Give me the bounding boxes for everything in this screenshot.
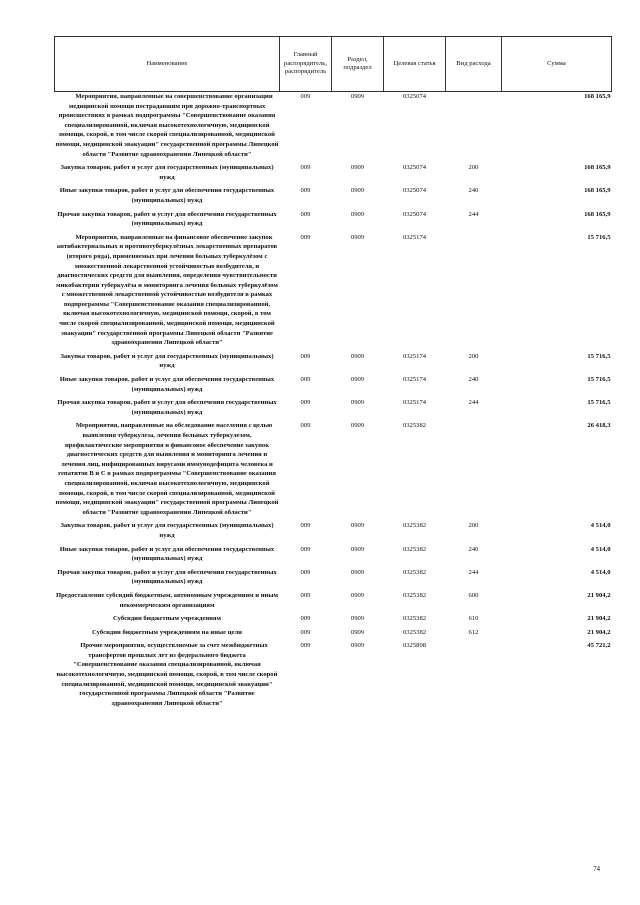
table-body bbox=[55, 92, 612, 713]
row-target-code: 0325382 bbox=[402, 422, 427, 430]
row-name: Прочая закупка товаров, работ и услуг для обеспечения государственных (муниципальных) нужд bbox=[57, 399, 277, 416]
row-manager-code: 009 bbox=[300, 628, 311, 636]
row-amount: 15 716,5 bbox=[587, 233, 611, 241]
table-row bbox=[55, 614, 612, 624]
row-spacer-cell bbox=[55, 708, 612, 712]
row-target-code: 0325074 bbox=[402, 187, 427, 195]
row-amount: 168 165,9 bbox=[584, 164, 611, 172]
budget-table bbox=[54, 36, 612, 712]
row-target-code: 0325074 bbox=[402, 93, 427, 100]
row-target-code: 0325898 bbox=[402, 642, 427, 650]
row-manager-code: 009 bbox=[300, 93, 311, 100]
row-target-code: 0325382 bbox=[402, 568, 427, 576]
row-section-code: 0909 bbox=[350, 568, 365, 576]
row-name: Закупка товаров, работ и услуг для государственных (муниципальных) нужд bbox=[60, 352, 274, 370]
row-expense-type: 200 bbox=[468, 522, 479, 530]
row-section-code: 0909 bbox=[350, 399, 365, 407]
row-manager-code: 009 bbox=[300, 233, 311, 241]
row-section-code: 0909 bbox=[350, 187, 365, 195]
row-name: Прочая закупка товаров, работ и услуг для обеспечения государственных (муниципальных) нужд bbox=[57, 568, 277, 586]
row-manager-code: 009 bbox=[300, 568, 311, 576]
table-row bbox=[55, 352, 612, 371]
row-amount: 21 904,2 bbox=[587, 591, 611, 599]
row-name: Иные закупки товаров, работ и услуг для обеспечения государственных (муниципальных) нужд bbox=[59, 545, 275, 563]
row-amount: 4 514,0 bbox=[590, 545, 611, 553]
row-section-code: 0909 bbox=[350, 164, 365, 172]
row-amount: 21 904,2 bbox=[587, 628, 611, 636]
row-section-code: 0909 bbox=[350, 642, 365, 650]
row-target-code: 0325074 bbox=[402, 210, 427, 218]
row-amount: 26 418,3 bbox=[587, 422, 611, 430]
row-manager-code: 009 bbox=[300, 352, 311, 360]
table-row bbox=[55, 641, 612, 708]
row-name: Прочая закупка товаров, работ и услуг для обеспечения государственных (муниципальных) нужд bbox=[57, 210, 277, 228]
row-target-code: 0325174 bbox=[402, 399, 427, 407]
header-name: Наименование bbox=[55, 37, 280, 92]
row-target-code: 0325382 bbox=[402, 545, 427, 553]
row-expense-type: 610 bbox=[468, 615, 479, 623]
row-expense-type: 612 bbox=[468, 628, 479, 636]
row-section-code: 0909 bbox=[350, 615, 365, 623]
row-target-code: 0325382 bbox=[402, 591, 427, 599]
row-section-code: 0909 bbox=[350, 352, 365, 360]
row-name: Закупка товаров, работ и услуг для государственных (муниципальных) нужд bbox=[60, 522, 274, 539]
row-section-code: 0909 bbox=[350, 422, 365, 430]
row-manager-code: 009 bbox=[300, 642, 311, 650]
row-name: Иные закупки товаров, работ и услуг для обеспечения государственных (муниципальных) нужд bbox=[59, 376, 275, 393]
row-amount: 15 716,5 bbox=[587, 399, 611, 407]
row-expense-type: 240 bbox=[468, 376, 479, 384]
row-manager-code: 009 bbox=[300, 422, 311, 430]
row-expense-type bbox=[446, 92, 502, 160]
header-section: Раздел, подраздел bbox=[332, 37, 384, 92]
row-expense-type: 200 bbox=[468, 164, 479, 172]
table-row bbox=[55, 398, 612, 417]
row-expense-type: 244 bbox=[468, 210, 479, 218]
row-manager-code: 009 bbox=[300, 210, 311, 218]
table-header-row bbox=[55, 37, 612, 92]
row-target-code: 0325382 bbox=[402, 628, 427, 636]
table-row bbox=[55, 210, 612, 229]
row-name: Субсидии бюджетным учреждениям bbox=[113, 615, 221, 623]
table-row bbox=[55, 186, 612, 205]
row-section-code: 0909 bbox=[350, 522, 365, 530]
row-amount: 15 716,5 bbox=[587, 352, 611, 360]
row-name: Иные закупки товаров, работ и услуг для обеспечения государственных (муниципальных) нужд bbox=[59, 187, 275, 204]
row-name: Мероприятия, направленные на обследование населения с целью выявления туберкулеза, лечения больных туберкулезом, профилактические мероприятия и финансовое обеспечение закупок диагностических средств для выявления и мониторинга лечения и лечения лиц, инфицированных вирусами иммунодефицита человека и гепатитов В и С в рамках подпрограммы "Совершенствование оказания специализированной, включая высокотехнологичную, медицинской помощи, скорой, в том числе скорой специализированной, медицинской помощи, медицинской эвакуации" государственной программы Липецкой области "Развитие здравоохранения Липецкой области" bbox=[55, 422, 279, 516]
page-number: 74 bbox=[593, 866, 600, 873]
header-target: Целевая статья bbox=[384, 37, 446, 92]
row-section-code: 0909 bbox=[350, 210, 365, 218]
row-manager-code: 009 bbox=[300, 522, 311, 530]
row-section-code: 0909 bbox=[350, 591, 365, 599]
row-name: Закупка товаров, работ и услуг для государственных (муниципальных) нужд bbox=[60, 164, 274, 181]
row-amount: 21 904,2 bbox=[587, 615, 611, 623]
row-expense-type bbox=[446, 233, 502, 348]
header-manager: Главный распорядитель, распорядитель bbox=[280, 37, 332, 92]
table-row bbox=[55, 163, 612, 182]
row-amount: 15 716,5 bbox=[587, 376, 611, 384]
row-expense-type: 200 bbox=[468, 352, 479, 360]
table-row bbox=[55, 521, 612, 540]
row-section-code: 0909 bbox=[350, 545, 365, 553]
row-name: Субсидии бюджетным учреждениям на иные цели bbox=[92, 628, 242, 636]
table-row bbox=[55, 92, 612, 160]
row-manager-code: 009 bbox=[300, 187, 311, 195]
header-expense-type: Вид расхода bbox=[446, 37, 502, 92]
row-manager-code: 009 bbox=[300, 545, 311, 553]
row-name: Прочие мероприятия, осуществляемые за счет межбюджетных трансфертов прошлых лет из федерального бюджета "Совершенствование оказания специализированной, включая высокотехнологичную, медицинской помощи, скорой, в том числе скорой специализированной, медицинской помощи, медицинской эвакуации" государственной программы Липецкой области "Развитие здравоохранения Липецкой области" bbox=[56, 642, 278, 707]
table-row bbox=[55, 545, 612, 564]
row-target-code: 0325174 bbox=[402, 376, 427, 384]
row-expense-type: 240 bbox=[468, 187, 479, 195]
row-expense-type: 240 bbox=[468, 545, 479, 553]
row-spacer bbox=[55, 708, 612, 712]
row-section-code: 0909 bbox=[350, 628, 365, 636]
header-amount: Сумма bbox=[502, 37, 612, 92]
table-row bbox=[55, 568, 612, 587]
row-expense-type bbox=[446, 641, 502, 708]
row-section-code: 0909 bbox=[350, 376, 365, 384]
row-manager-code: 009 bbox=[300, 376, 311, 384]
table-row bbox=[55, 591, 612, 610]
row-expense-type: 244 bbox=[468, 399, 479, 407]
row-manager-code: 009 bbox=[300, 399, 311, 407]
row-section-code: 0909 bbox=[350, 233, 365, 241]
row-amount: 4 514,0 bbox=[590, 568, 611, 576]
row-amount: 168 165,9 bbox=[584, 210, 611, 218]
row-section-code: 0909 bbox=[350, 93, 365, 100]
row-target-code: 0325074 bbox=[402, 164, 427, 172]
row-amount: 168 165,9 bbox=[584, 187, 611, 195]
row-name: Мероприятия, направленные на совершенствование организации медицинской помощи пострадавшим при дорожно-транспортных происшествиях в рамках подпрограммы "Совершенствование оказания специализированной, включая высокотехнологичную, медицинской помощи, скорой, в том числе скорой специализированной, медицинской помощи, медицинской эвакуации" государственной программы Липецкой области "Развитие здравоохранения Липецкой области" bbox=[55, 93, 279, 158]
row-amount: 168 165,9 bbox=[584, 93, 611, 100]
table-row bbox=[55, 628, 612, 638]
row-manager-code: 009 bbox=[300, 591, 311, 599]
row-amount: 45 721,2 bbox=[587, 642, 611, 650]
row-expense-type: 600 bbox=[468, 591, 479, 599]
table-row bbox=[55, 375, 612, 394]
row-expense-type: 244 bbox=[468, 568, 479, 576]
row-name: Мероприятия, направленные на финансовое обеспечение закупок антибактериальных и противотуберкулёзных лекарственных препаратов (второго ряда), применяемых при лечении больных туберкулёзом с множественной лекарственной устойчивостью возбудителя, и диагностических средств для выявления, определения чувствительности микобактерии туберкулёза и мониторинга лечения больных туберкулёзом с множественной лекарственной устойчивостью возбудителя в рамках подпрограммы "Совершенствование оказания специализированной, включая высокотехнологичную, медицинской помощи, скорой, в том числе скорой специализированной, медицинской помощи, медицинской эвакуации" государственной программы Липецкой области "Развитие здравоохранения Липецкой области" bbox=[56, 233, 278, 347]
table-row bbox=[55, 233, 612, 348]
row-name: Предоставление субсидий бюджетным, автономным учреждениям и иным некоммерческим организациям bbox=[56, 591, 278, 609]
table-row bbox=[55, 421, 612, 517]
row-amount: 4 514,0 bbox=[590, 522, 611, 530]
row-expense-type bbox=[446, 421, 502, 517]
row-manager-code: 009 bbox=[300, 164, 311, 172]
row-target-code: 0325382 bbox=[402, 522, 427, 530]
row-target-code: 0325382 bbox=[402, 615, 427, 623]
row-target-code: 0325174 bbox=[402, 352, 427, 360]
row-manager-code: 009 bbox=[300, 615, 311, 623]
row-target-code: 0325174 bbox=[402, 233, 427, 241]
